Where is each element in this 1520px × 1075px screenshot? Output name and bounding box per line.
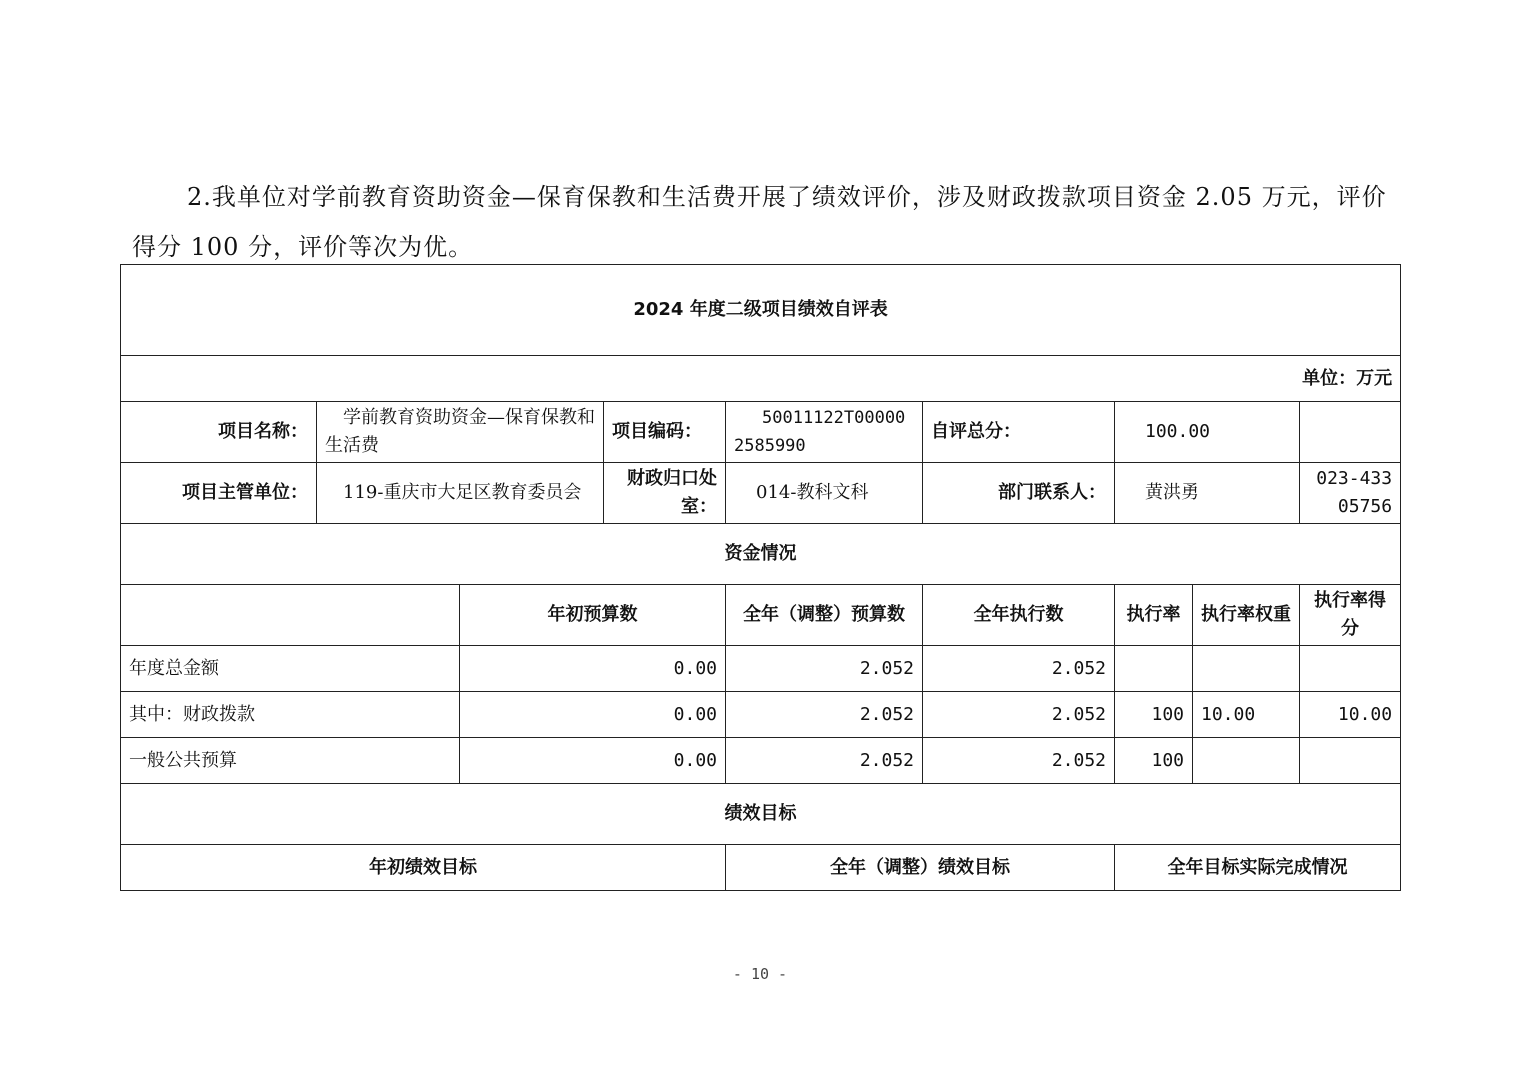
table-row xyxy=(121,692,1401,738)
funds-row-score xyxy=(1300,646,1401,692)
score-label: 自评总分： xyxy=(923,402,1115,463)
performance-self-evaluation-table xyxy=(120,264,1401,891)
funds-header-executed: 全年执行数 xyxy=(923,585,1115,646)
funds-row-initial: 0.00 xyxy=(460,646,726,692)
funds-header-score: 执行率得分 xyxy=(1300,585,1401,646)
contact-label: 部门联系人： xyxy=(923,463,1115,524)
funds-section-title: 资金情况 xyxy=(121,524,1401,585)
funds-header-adjusted: 全年（调整）预算数 xyxy=(726,585,923,646)
funds-row-rate: 100 xyxy=(1115,692,1193,738)
contact-value: 黄洪勇 xyxy=(1115,463,1300,524)
project-info-row-1 xyxy=(121,402,1401,463)
funds-row-initial: 0.00 xyxy=(460,692,726,738)
phone-value: 023-43305756 xyxy=(1300,463,1401,524)
goals-header-actual: 全年目标实际完成情况 xyxy=(1115,845,1401,891)
project-name-value: 学前教育资助资金—保育保教和生活费 xyxy=(317,402,604,463)
funds-header-weight: 执行率权重 xyxy=(1193,585,1300,646)
funds-row-label: 一般公共预算 xyxy=(121,738,460,784)
empty-cell xyxy=(1300,402,1401,463)
page-number: - 10 - xyxy=(732,965,788,983)
dept-label: 项目主管单位： xyxy=(121,463,317,524)
intro-paragraph xyxy=(132,172,1394,272)
funds-row-weight xyxy=(1193,738,1300,784)
funds-row-adjusted: 2.052 xyxy=(726,646,923,692)
finance-office-label: 财政归口处室： xyxy=(604,463,726,524)
goals-header-row xyxy=(121,845,1401,891)
table-title: 2024 年度二级项目绩效自评表 xyxy=(121,265,1401,356)
funds-row-rate: 100 xyxy=(1115,738,1193,784)
funds-row-adjusted: 2.052 xyxy=(726,692,923,738)
funds-row-weight xyxy=(1193,646,1300,692)
funds-row-label: 年度总金额 xyxy=(121,646,460,692)
table-row xyxy=(121,738,1401,784)
funds-row-adjusted: 2.052 xyxy=(726,738,923,784)
funds-row-weight: 10.00 xyxy=(1193,692,1300,738)
funds-header-rate: 执行率 xyxy=(1115,585,1193,646)
funds-row-initial: 0.00 xyxy=(460,738,726,784)
funds-row-executed: 2.052 xyxy=(923,692,1115,738)
funds-row-executed: 2.052 xyxy=(923,646,1115,692)
funds-row-label: 其中：财政拨款 xyxy=(121,692,460,738)
dept-value: 119-重庆市大足区教育委员会 xyxy=(317,463,604,524)
funds-header-initial: 年初预算数 xyxy=(460,585,726,646)
total-score-value: 100.00 xyxy=(1115,402,1300,463)
funds-header-row xyxy=(121,585,1401,646)
unit-label: 单位：万元 xyxy=(121,356,1401,402)
goals-header-initial: 年初绩效目标 xyxy=(121,845,726,891)
table-row xyxy=(121,646,1401,692)
goals-section-title: 绩效目标 xyxy=(121,784,1401,845)
goals-header-adjusted: 全年（调整）绩效目标 xyxy=(726,845,1115,891)
intro-text: 2.我单位对学前教育资助资金—保育保教和生活费开展了绩效评价，涉及财政拨款项目资金 2.05 万元，评价得分 100 分，评价等次为优。 xyxy=(132,183,1387,261)
funds-row-rate xyxy=(1115,646,1193,692)
funds-row-score: 10.00 xyxy=(1300,692,1401,738)
finance-office-value: 014-教科文科 xyxy=(726,463,923,524)
funds-header-blank xyxy=(121,585,460,646)
project-code-value: 50011122T000002585990 xyxy=(726,402,923,463)
project-name-label: 项目名称： xyxy=(121,402,317,463)
funds-row-executed: 2.052 xyxy=(923,738,1115,784)
project-info-row-2 xyxy=(121,463,1401,524)
funds-row-score xyxy=(1300,738,1401,784)
project-code-label: 项目编码： xyxy=(604,402,726,463)
